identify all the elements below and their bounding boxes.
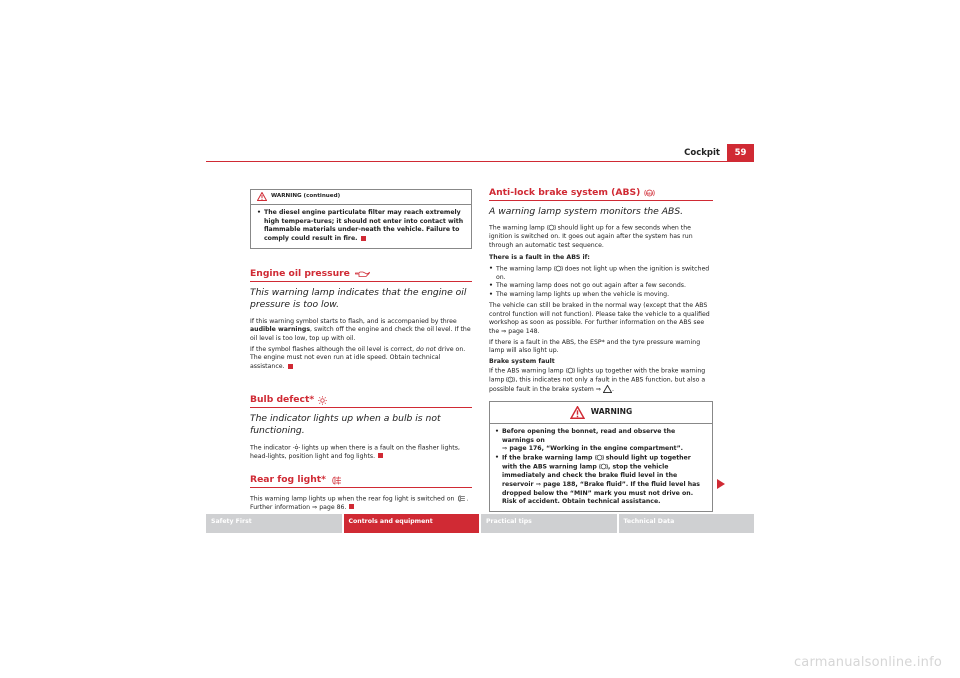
oil-paragraph-2: If the symbol flashes although the oil level is correct, do not drive on. The engine must not even run at idle speed. Obtain technical assistance.	[250, 345, 466, 371]
abs-warning-icon	[644, 189, 655, 197]
warning-triangle-icon	[570, 406, 585, 419]
abs-warning-body	[490, 424, 712, 511]
abs-warning-icon	[566, 367, 575, 374]
bulb-defect-subtitle: The indicator lights up when a bulb is not functioning.	[250, 412, 441, 437]
header-rule	[206, 161, 754, 162]
rear-fog-light-icon	[456, 495, 466, 502]
abs-fault-heading: There is a fault in the ABS if:	[489, 253, 590, 261]
abs-heading: Anti-lock brake system (ABS) ABS	[489, 189, 713, 201]
abs-paragraph-4: If the ABS warning lamp lights up together with the brake warning lamp ! , this indicates not only a fault in the ABS function, but also a possible fault in the brake system ⇒ .	[489, 367, 706, 394]
abs-paragraph-1: The warning lamp should light up for a few seconds when the ignition is switched on. It goes out again after the system has run through an automatic test sequence.	[489, 224, 693, 250]
bulb-defect-icon	[293, 444, 300, 451]
brake-warning-icon	[595, 454, 604, 461]
end-mark-icon	[361, 236, 366, 241]
warning-triangle-icon	[603, 385, 612, 393]
section-title: Cockpit	[684, 148, 720, 158]
svg-text:!: !	[510, 377, 512, 382]
abs-warning-icon	[599, 463, 608, 470]
bulb-paragraph: The indicator lights up when there is a fault on the flasher lights, head-lights, position light and fog lights.	[250, 444, 460, 460]
abs-warning-icon	[554, 265, 563, 272]
oil-paragraph-1: If this warning symbol starts to flash, and is accompanied by three audible warnings, switch off the engine and check the oil level. If the oil level is too low, top up with oil.	[250, 317, 471, 342]
reference-arrow-icon: ⇒	[501, 327, 507, 335]
abs-warning-box	[489, 401, 713, 512]
rear-fog-paragraph: This warning lamp lights up when the rear fog light is switched on . Further information ⇒ page 86.	[250, 495, 469, 511]
abs-bullet-3: • The warning lamp lights up when the vehicle is moving.	[489, 291, 670, 299]
warning-continued-text: • The diesel engine particulate filter may reach extremely high tempera-tures; it should not enter into contact with flammable materials under-neath the vehicle. Failure to comply could result in fire.	[257, 209, 464, 243]
chapter-tabs	[206, 514, 754, 533]
abs-warning-header: WARNING	[490, 402, 712, 424]
tab-controls-and-equipment[interactable]: Controls and equipment	[344, 514, 480, 533]
rear-fog-light-icon	[330, 476, 342, 485]
rear-fog-heading: Rear fog light*	[250, 476, 472, 488]
reference-arrow-icon: ⇒	[312, 503, 318, 511]
end-mark-icon	[349, 504, 354, 509]
bulb-defect-heading: Bulb defect*	[250, 396, 472, 408]
end-mark-icon	[378, 453, 383, 458]
abs-warning-icon	[547, 224, 556, 231]
page-number-badge: 59	[727, 144, 754, 161]
abs-paragraph-3: If there is a fault in the ABS, the ESP* and the tyre pressure warning lamp will also light up.	[489, 338, 701, 355]
bulb-defect-icon	[318, 396, 327, 405]
warning-continued-label: WARNING (continued)	[271, 193, 341, 200]
svg-text:ABS: ABS	[646, 191, 654, 196]
tab-safety-first[interactable]: Safety First	[206, 514, 342, 533]
tab-technical-data[interactable]: Technical Data	[619, 514, 755, 533]
warning-continued-box	[250, 189, 472, 249]
brake-fault-heading: Brake system fault	[489, 358, 555, 366]
continue-arrow-icon	[717, 479, 725, 489]
end-mark-icon	[288, 364, 293, 369]
left-column	[250, 189, 472, 515]
warning-bullet-2: • If the brake warning lamp should light up together with the ABS warning lamp , stop the vehicle immediately and check the brake fluid level in the reservoir ⇒ page 188, “Brake fluid”. If the fluid level has dropped below the “MIN” mark you must not drive on. Risk of accident. Obtain technical assistance.	[495, 453, 700, 506]
tab-practical-tips[interactable]: Practical tips	[481, 514, 617, 533]
abs-bullet-1: • The warning lamp does not light up when the ignition is switched on.	[489, 264, 710, 281]
warning-bullet-1: • Before opening the bonnet, read and observe the warnings on ⇒ page 176, “Working in the engine compartment”.	[495, 427, 684, 453]
oil-can-icon	[354, 270, 370, 278]
oil-pressure-heading: Engine oil pressure	[250, 270, 472, 282]
oil-pressure-subtitle: This warning lamp indicates that the engine oil pressure is too low.	[250, 286, 467, 311]
right-column	[489, 189, 713, 512]
abs-subtitle: A warning lamp system monitors the ABS.	[489, 205, 684, 217]
warning-triangle-icon	[257, 192, 267, 201]
watermark: carmanualsonline.info	[793, 655, 942, 670]
abs-bullet-2: • The warning lamp does not go out again after a few seconds.	[489, 282, 686, 290]
abs-paragraph-2: The vehicle can still be braked in the normal way (except that the ABS control function will not function). Please take the vehicle to a qualified workshop as soon as possible. For further information on the ABS see the ⇒ page 148.	[489, 301, 710, 335]
warning-continued-header	[251, 190, 471, 205]
reference-arrow-icon: ⇒	[595, 386, 601, 394]
